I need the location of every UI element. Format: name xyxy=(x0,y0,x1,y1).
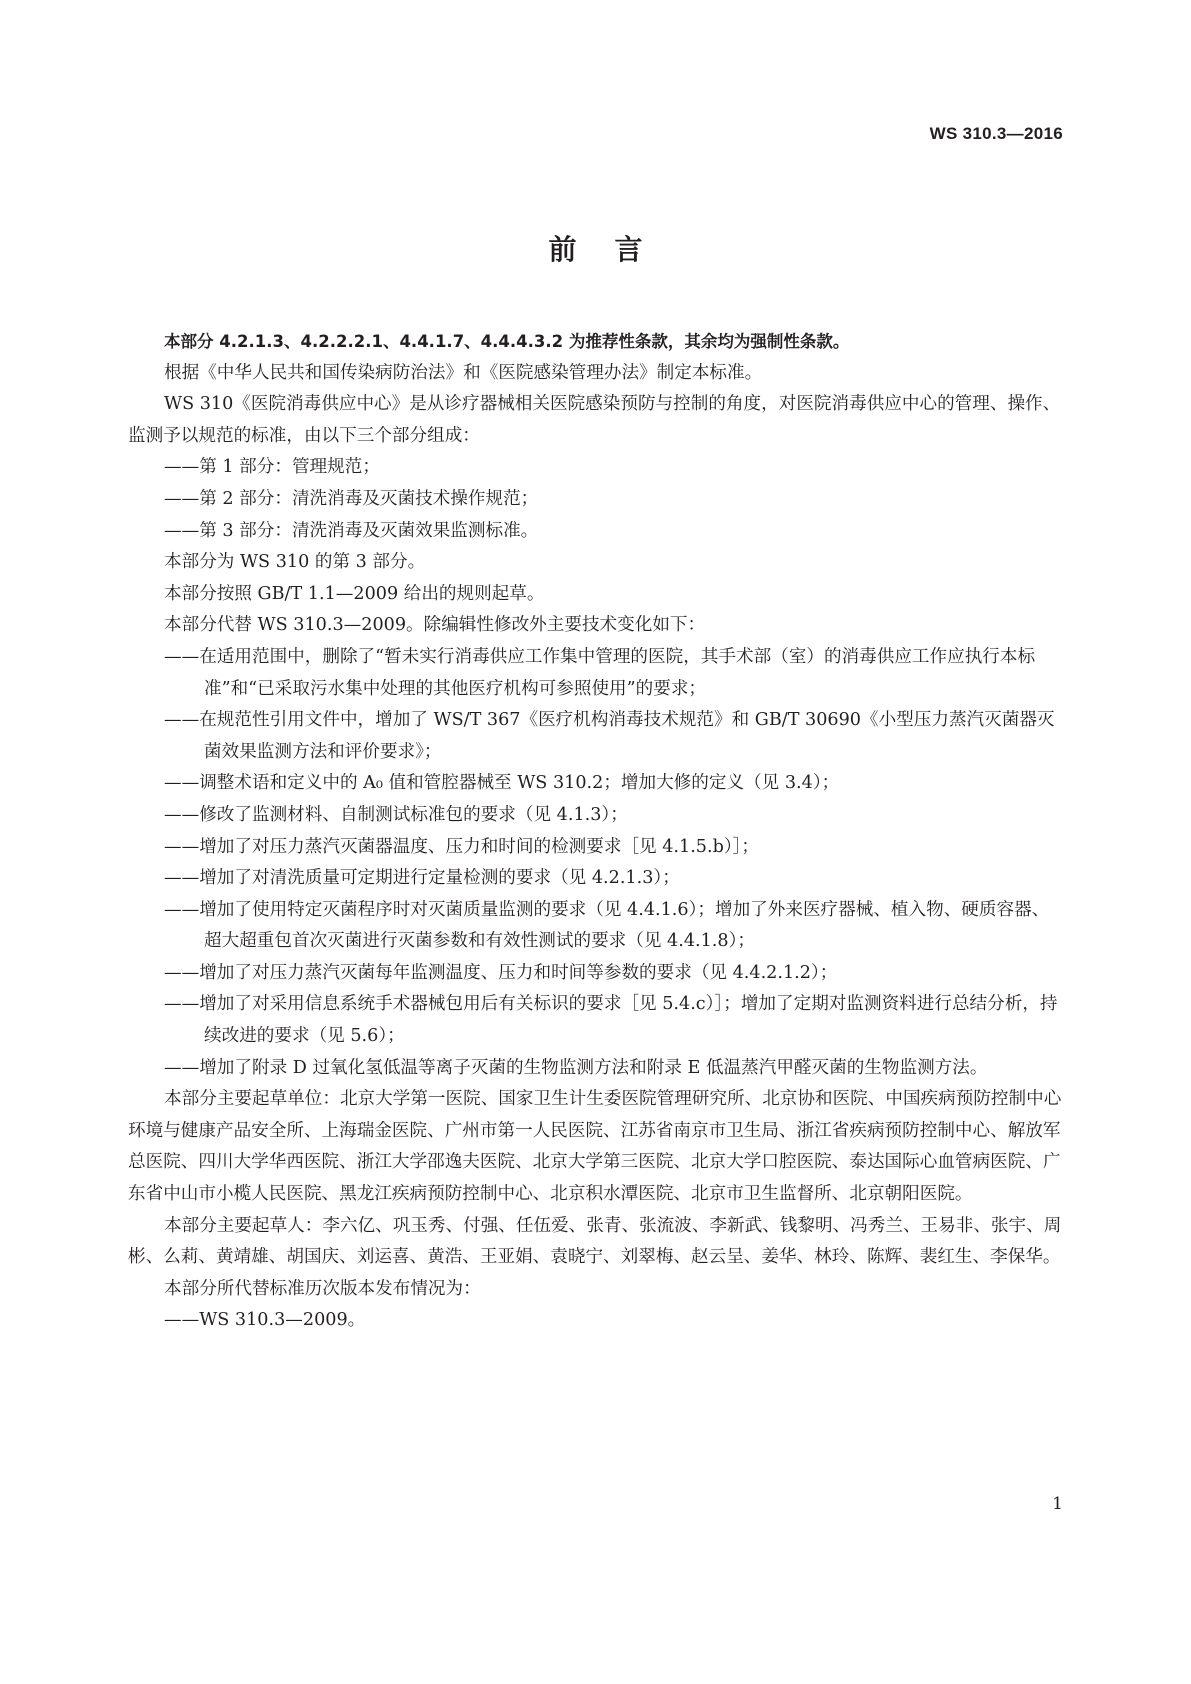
paragraph-recommended-clauses: 本部分 4.2.1.3、4.2.2.2.1、4.4.1.7、4.4.4.3.2 为推荐性条款，其余均为强制性条款。 xyxy=(164,332,850,351)
list-item-change: ——在规范性引用文件中，增加了 WS/T 367《医疗机构消毒技术规范》和 GB/T 30690《小型压力蒸汽灭菌器灭菌效果监测方法和评价要求》； xyxy=(164,710,1055,762)
paragraph-drafting-rules: 本部分按照 GB/T 1.1—2009 给出的规则起草。 xyxy=(164,583,545,604)
list-item-change: ——增加了对压力蒸汽灭菌每年监测温度、压力和时间等参数的要求（见 4.4.2.1.2）； xyxy=(164,962,838,983)
paragraph-version-history: 本部分所代替标准历次版本发布情况为： xyxy=(164,1278,481,1299)
paragraph-standard-intro: WS 310《医院消毒供应中心》是从诊疗器械相关医院感染预防与控制的角度，对医院消毒供应中心的管理、操作、监测予以规范的标准，由以下三个部分组成： xyxy=(128,394,1061,446)
paragraph-part-statement: 本部分为 WS 310 的第 3 部分。 xyxy=(164,552,426,573)
list-item-change: ——修改了监测材料、自制测试标准包的要求（见 4.1.3）； xyxy=(164,804,628,825)
paragraph-legal-basis: 根据《中华人民共和国传染病防治法》和《医院感染管理办法》制定本标准。 xyxy=(164,362,763,383)
list-item-part-2: ——第 2 部分：清洗消毒及灭菌技术操作规范； xyxy=(164,488,539,509)
list-item-previous-version: ——WS 310.3—2009。 xyxy=(164,1310,366,1331)
list-item-change: ——增加了附录 D 过氧化氢低温等离子灭菌的生物监测方法和附录 E 低温蒸汽甲醛灭菌的生物监测方法。 xyxy=(164,1057,988,1078)
list-item-change: ——增加了对压力蒸汽灭菌器温度、压力和时间的检测要求［见 4.1.5.b）］； xyxy=(164,836,760,857)
list-item-part-3: ——第 3 部分：清洗消毒及灭菌效果监测标准。 xyxy=(164,520,539,541)
list-item-change: ——调整术语和定义中的 A₀ 值和管腔器械至 WS 310.2；增加大修的定义（见 3.4）； xyxy=(164,773,840,794)
list-item-change: ——增加了对采用信息系统手术器械包用后有关标识的要求［见 5.4.c）］；增加了定期对监测资料进行总结分析，持续改进的要求（见 5.6）； xyxy=(164,994,1058,1047)
list-item-change: ——在适用范围中，删除了“暂未实行消毒供应工作集中管理的医院，其手术部（室）的消毒供应工作应执行本标准”和“已采取污水集中处理的其他医疗机构可参照使用”的要求； xyxy=(164,646,1036,699)
foreword-body xyxy=(128,326,1062,1337)
paragraph-replacement: 本部分代替 WS 310.3—2009。除编辑性修改外主要技术变化如下： xyxy=(164,615,706,636)
page-number: 1 xyxy=(1052,1494,1063,1514)
page-title: 前言 xyxy=(548,233,681,266)
list-item-part-1: ——第 1 部分：管理规范； xyxy=(164,457,380,478)
paragraph-drafters: 本部分主要起草人：李六亿、巩玉秀、付强、任伍爱、张青、张流波、李新武、钱黎明、冯秀兰、王易非、张宇、周彬、么莉、黄靖雄、胡国庆、刘运喜、黄浩、王亚娟、袁晓宁、刘翠梅、赵云呈、姜华、林玲、陈辉、裴红生、李保华。 xyxy=(128,1215,1062,1268)
standard-code: WS 310.3—2016 xyxy=(929,124,1063,143)
list-item-change: ——增加了使用特定灭菌程序时对灭菌质量监测的要求（见 4.4.1.6）；增加了外来医疗器械、植入物、硬质容器、超大超重包首次灭菌进行灭菌参数和有效性测试的要求（见 4.4.1.8）； xyxy=(164,899,1050,952)
list-item-change: ——增加了对清洗质量可定期进行定量检测的要求（见 4.2.1.3）； xyxy=(164,868,680,889)
paragraph-drafting-units: 本部分主要起草单位：北京大学第一医院、国家卫生计生委医院管理研究所、北京协和医院、中国疾病预防控制中心环境与健康产品安全所、上海瑞金医院、广州市第一人民医院、江苏省南京市卫生局、浙江省疾病预防控制中心、解放军总医院、四川大学华西医院、浙江大学邵逸夫医院、北京大学第三医院、北京大学口腔医院、泰达国际心血管病医院、广东省中山市小榄人民医院、黑龙江疾病预防控制中心、北京积水潭医院、北京市卫生监督所、北京朝阳医院。 xyxy=(128,1089,1062,1205)
